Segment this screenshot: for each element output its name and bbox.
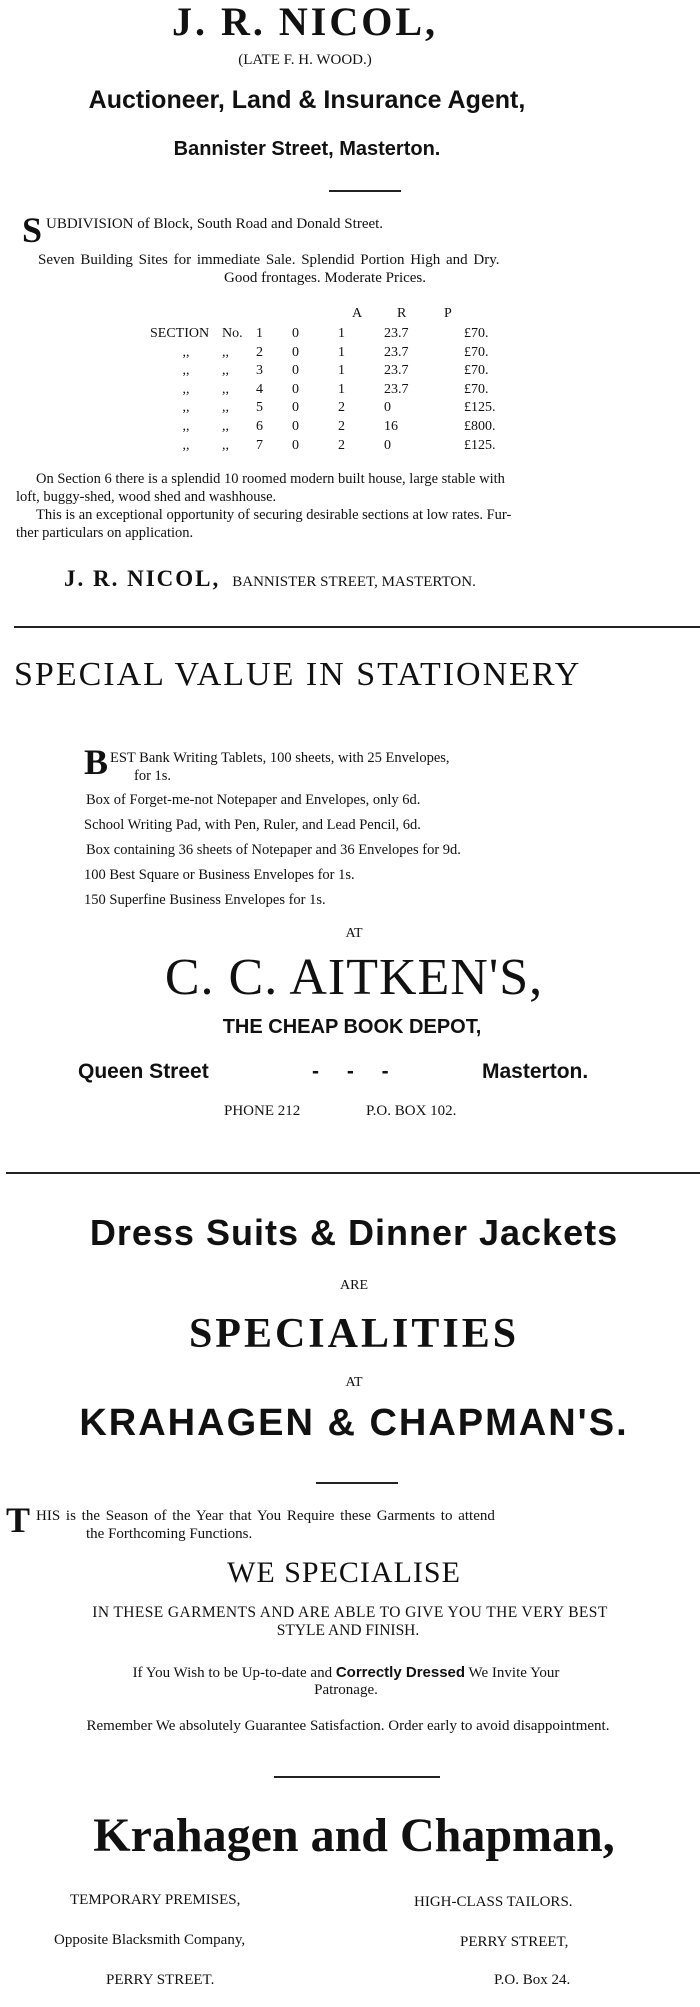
section-cell-num: 3 bbox=[256, 363, 263, 379]
krahagen-name: KRAHAGEN & CHAPMAN'S. bbox=[79, 1402, 629, 1444]
krahagen-are: ARE bbox=[340, 1278, 368, 1293]
nicol-address: Bannister Street, Masterton. bbox=[173, 138, 441, 160]
divider-1 bbox=[14, 626, 700, 628]
section-cell-p: 0 bbox=[384, 400, 391, 416]
section-cell-a: 0 bbox=[292, 326, 299, 341]
aitken-item-2: Box of Forget-me-not Notepaper and Envelopes, only 6d. bbox=[86, 792, 421, 808]
krahagen-right-col-3: P.O. Box 24. bbox=[494, 1972, 571, 1988]
section-row bbox=[150, 362, 514, 381]
section-cell-no: ,, bbox=[222, 381, 229, 397]
krahagen-invite-line-1 bbox=[0, 1664, 696, 1682]
section-cell-price: £800. bbox=[464, 418, 496, 434]
section-cell-r: 1 bbox=[338, 344, 345, 360]
section-cell-label: ,, bbox=[182, 400, 190, 416]
aitken-town: Masterton. bbox=[482, 1060, 589, 1083]
section-cell-a: 0 bbox=[292, 418, 299, 434]
nicol-drop-cap: S bbox=[22, 210, 43, 250]
divider-2 bbox=[6, 1172, 700, 1174]
krahagen-para-line-1: HIS is the Season of the Year that You Require these Garments to attend bbox=[36, 1508, 495, 1524]
krahagen-we-specialise: WE SPECIALISE bbox=[227, 1556, 461, 1589]
section-cell-p: 16 bbox=[384, 418, 398, 434]
section-cell-p: 23.7 bbox=[384, 363, 409, 379]
section-cell-no: ,, bbox=[222, 418, 229, 434]
section-cell-num: 7 bbox=[256, 437, 263, 453]
col-header-r: R bbox=[397, 306, 407, 321]
section-cell-label: ,, bbox=[182, 437, 190, 453]
aitken-name: C. C. AITKEN'S, bbox=[164, 949, 544, 1006]
section-cell-num: 1 bbox=[256, 326, 263, 341]
section-cell-price: £70. bbox=[464, 326, 489, 341]
nicol-late: (LATE F. H. WOOD.) bbox=[238, 52, 372, 68]
section-cell-r: 2 bbox=[338, 400, 345, 416]
nicol-short-rule bbox=[329, 190, 401, 192]
krahagen-right-col-2: PERRY STREET, bbox=[460, 1934, 569, 1950]
section-cell-num: 5 bbox=[256, 400, 263, 416]
section-cell-no: ,, bbox=[222, 437, 229, 453]
section-cell-r: 2 bbox=[338, 437, 345, 453]
krahagen-invite-pre: If You Wish to be Up-to-date and bbox=[132, 1665, 333, 1681]
section-cell-price: £70. bbox=[464, 381, 489, 397]
section-cell-p: 0 bbox=[384, 437, 391, 453]
aitken-dashes: - - - bbox=[312, 1060, 389, 1083]
krahagen-left-col-3: PERRY STREET. bbox=[106, 1972, 215, 1988]
section-cell-price: £125. bbox=[464, 400, 496, 416]
section-cell-no: No. bbox=[222, 326, 243, 341]
aitken-heading: SPECIAL VALUE IN STATIONERY bbox=[14, 656, 582, 693]
section-cell-price: £125. bbox=[464, 437, 496, 453]
nicol-para-2-line-1: This is an exceptional opportunity of securing desirable sections at low rates. Fur- bbox=[36, 507, 512, 523]
section-row bbox=[150, 437, 514, 456]
aitken-at: AT bbox=[345, 926, 363, 941]
section-cell-price: £70. bbox=[464, 344, 489, 360]
section-cell-r: 1 bbox=[338, 326, 345, 341]
section-row bbox=[150, 344, 514, 363]
section-cell-label: ,, bbox=[182, 418, 190, 434]
col-header-a: A bbox=[352, 306, 363, 321]
krahagen-short-rule bbox=[316, 1482, 398, 1484]
nicol-signature bbox=[64, 566, 476, 592]
section-cell-no: ,, bbox=[222, 344, 229, 360]
krahagen-right-col-1: HIGH-CLASS TAILORS. bbox=[414, 1894, 573, 1910]
nicol-trade: Auctioneer, Land & Insurance Agent, bbox=[88, 86, 526, 114]
section-cell-p: 23.7 bbox=[384, 326, 409, 341]
section-cell-a: 0 bbox=[292, 363, 299, 379]
aitken-item-1-line-2: for 1s. bbox=[134, 768, 172, 784]
nicol-line-3: Good frontages. Moderate Prices. bbox=[224, 270, 427, 286]
krahagen-specialities: SPECIALITIES bbox=[188, 1311, 520, 1357]
section-cell-num: 4 bbox=[256, 381, 263, 397]
krahagen-garments-line-1: IN THESE GARMENTS AND ARE ABLE TO GIVE YOU THE VERY BEST bbox=[92, 1604, 608, 1621]
section-cell-a: 0 bbox=[292, 437, 299, 453]
krahagen-invite-line-2: Patronage. bbox=[314, 1682, 378, 1698]
krahagen-drop-cap: T bbox=[6, 1500, 31, 1540]
section-cell-a: 0 bbox=[292, 400, 299, 416]
nicol-para-1-line-1: On Section 6 there is a splendid 10 roomed modern built house, large stable with bbox=[36, 471, 505, 487]
aitken-drop-cap: B bbox=[84, 742, 109, 782]
krahagen-garments-line-2: STYLE AND FINISH. bbox=[276, 1622, 420, 1639]
nicol-lead-text: UBDIVISION of Block, South Road and Donald Street. bbox=[46, 216, 384, 232]
section-cell-price: £70. bbox=[464, 363, 489, 379]
section-cell-a: 0 bbox=[292, 344, 299, 360]
krahagen-firm: Krahagen and Chapman, bbox=[93, 1809, 615, 1862]
krahagen-remember: Remember We absolutely Guarantee Satisfaction. Order early to avoid disappointment. bbox=[86, 1718, 610, 1734]
section-cell-r: 2 bbox=[338, 418, 345, 434]
sections-table bbox=[150, 325, 514, 455]
section-cell-r: 1 bbox=[338, 381, 345, 397]
nicol-signature-name: J. R. NICOL, bbox=[64, 566, 221, 591]
section-row bbox=[150, 418, 514, 437]
nicol-name: J. R. NICOL, bbox=[171, 0, 439, 44]
section-cell-p: 23.7 bbox=[384, 344, 409, 360]
nicol-line-2: Seven Building Sites for immediate Sale. Splendid Portion High and Dry. bbox=[38, 252, 500, 268]
section-cell-label: ,, bbox=[182, 344, 190, 360]
section-cell-a: 0 bbox=[292, 381, 299, 397]
krahagen-left-col-1: TEMPORARY PREMISES, bbox=[70, 1892, 241, 1908]
section-cell-no: ,, bbox=[222, 363, 229, 379]
krahagen-invite-post: We Invite Your bbox=[468, 1665, 560, 1681]
aitken-item-3: School Writing Pad, with Pen, Ruler, and Lead Pencil, 6d. bbox=[84, 817, 421, 833]
aitken-phone: PHONE 212 bbox=[224, 1103, 301, 1119]
section-row bbox=[150, 325, 514, 344]
krahagen-left-col-2: Opposite Blacksmith Company, bbox=[54, 1932, 246, 1948]
nicol-signature-address: BANNISTER STREET, MASTERTON. bbox=[232, 574, 476, 590]
section-cell-r: 1 bbox=[338, 363, 345, 379]
section-cell-p: 23.7 bbox=[384, 381, 409, 397]
aitken-street: Queen Street bbox=[78, 1060, 209, 1083]
krahagen-at: AT bbox=[345, 1375, 363, 1390]
section-cell-label: SECTION bbox=[150, 326, 210, 341]
section-row bbox=[150, 381, 514, 400]
aitken-depot: THE CHEAP BOOK DEPOT, bbox=[222, 1016, 482, 1038]
krahagen-rule-2 bbox=[274, 1776, 440, 1778]
krahagen-invite-bold: Correctly Dressed bbox=[335, 1664, 466, 1681]
section-row bbox=[150, 399, 514, 418]
krahagen-para-line-2: the Forthcoming Functions. bbox=[86, 1526, 253, 1542]
nicol-para-1-line-2: loft, buggy-shed, wood shed and washhouse. bbox=[16, 489, 277, 505]
aitken-item-5: 100 Best Square or Business Envelopes for 1s. bbox=[84, 867, 355, 883]
aitken-item-4: Box containing 36 sheets of Notepaper and 36 Envelopes for 9d. bbox=[86, 842, 461, 858]
section-cell-label: ,, bbox=[182, 381, 190, 397]
section-cell-num: 6 bbox=[256, 418, 263, 434]
nicol-para-2-line-2: ther particulars on application. bbox=[16, 525, 194, 541]
col-header-p: P bbox=[444, 306, 452, 321]
aitken-pobox: P.O. BOX 102. bbox=[366, 1103, 457, 1119]
krahagen-heading: Dress Suits & Dinner Jackets bbox=[89, 1212, 619, 1253]
aitken-item-6: 150 Superfine Business Envelopes for 1s. bbox=[84, 892, 326, 908]
section-cell-num: 2 bbox=[256, 344, 263, 360]
section-cell-label: ,, bbox=[182, 363, 190, 379]
aitken-item-1-line-1: EST Bank Writing Tablets, 100 sheets, with 25 Envelopes, bbox=[110, 750, 450, 766]
section-cell-no: ,, bbox=[222, 400, 229, 416]
